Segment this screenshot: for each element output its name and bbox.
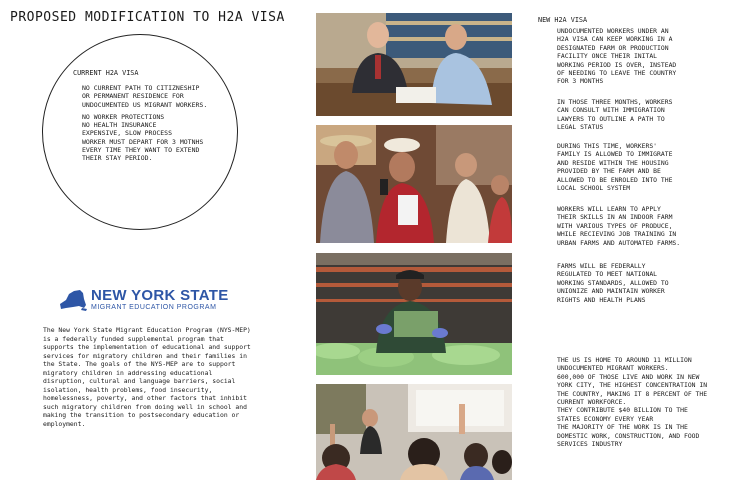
- new-visa-block: DURING THIS TIME, WORKERS' FAMILY IS ALLOWED TO IMMIGRATE AND RESIDE WITHIN THE HOUSING PROVIDED BY THE FARM AND BE ALLOWED TO BE ENROLED INTO THE LOCAL SCHOOL SYSTEM: [557, 142, 673, 193]
- current-visa-list: [82, 84, 232, 167]
- photo-classroom-children: [316, 384, 512, 480]
- photo-lawyer-consultation: [316, 13, 512, 116]
- new-visa-block: WORKERS WILL LEARN TO APPLY THEIR SKILLS IN AN INDOOR FARM WITH VARIOUS TYPES OF PRODUCE, WHILE RECIEVING JOB TRAINING IN URBAN FARMS AND AUTOMATED FARMS.: [557, 205, 681, 247]
- nys-mep-logo: [57, 287, 227, 317]
- logo-subtitle: MIGRANT EDUCATION PROGRAM: [91, 304, 217, 311]
- new-york-state-map-icon: [57, 288, 89, 314]
- logo-title: NEW YORK STATE: [91, 287, 229, 304]
- nys-mep-description: The New York State Migrant Education Program (NYS-MEP) is a federally funded supplemental program that supports the implementation of educational and support services for migratory children and their families in the State. The goals of the NYS-MEP are to support migratory children in addressing educational disruption, cultural and language barriers, social isolation, health problems, food insecurity, homelessness, poverty, and other factors that inhibit such migratory children from doing well in school and making the transition to postsecondary education or employment.: [43, 326, 251, 428]
- new-visa-block: IN THOSE THREE MONTHS, WORKERS CAN CONSULT WITH IMMIGRATION LAWYERS TO OUTLINE A PATH TO LEGAL STATUS: [557, 98, 673, 132]
- current-visa-item: NO WORKER PROTECTIONS NO HEALTH INSURANCE EXPENSIVE, SLOW PROCESS WORKER MUST DEPART FOR 3 MOTNHS EVERY TIME THEY WANT TO EXTEND THEIR STAY PERIOD.: [82, 112, 204, 163]
- photo-farmworker-rally: [316, 125, 512, 243]
- migrant-worker-statistics: THE US IS HOME TO AROUND 11 MILLION UNDOCUMENTED MIGRANT WORKERS. 600,000 OF THOSE LIVE AND WORK IN NEW YORK CITY, THE HIGHEST CONCENTRATION IN THE COUNTRY, MAKING IT 8 PERCENT OF THE CURRENT WORKFORCE. THEY CONTRIBUTE $40 BILLION TO THE STATES ECONOMY EVERY YEAR THE MAJORITY OF THE WORK IS IN THE DOMESTIC WORK, CONSTRUCTION, AND FOOD SERVICES INDUSTRY: [557, 356, 708, 449]
- photo-indoor-farm-worker: [316, 253, 512, 375]
- new-visa-block: FARMS WILL BE FEDERALLY REGULATED TO MEET NATIONAL WORKING STANDARDS, ALLOWED TO UNIONIZE AND MAINTAIN WORKER RIGHTS AND HEALTH PLANS: [557, 262, 669, 304]
- page-title: PROPOSED MODIFICATION TO H2A VISA: [10, 10, 285, 25]
- new-visa-heading: NEW H2A VISA: [538, 16, 588, 24]
- current-visa-item: NO CURRENT PATH TO CITIZNESHIP OR PERMANENT RESIDENCE FOR UNDOCUMENTED US MIGRANT WORKERS.: [82, 84, 208, 109]
- new-visa-block: UNDOCUMENTED WORKERS UNDER AN H2A VISA CAN KEEP WORKING IN A DESIGNATED FARM OR PRODUCTION FACILITY ONCE THEIR INITAL WORKING PERIOD IS OVER, INSTEAD OF NEEDING TO LEAVE THE COUNTRY FOR 3 MONTHS: [557, 27, 677, 86]
- current-visa-heading: CURRENT H2A VISA: [73, 69, 139, 77]
